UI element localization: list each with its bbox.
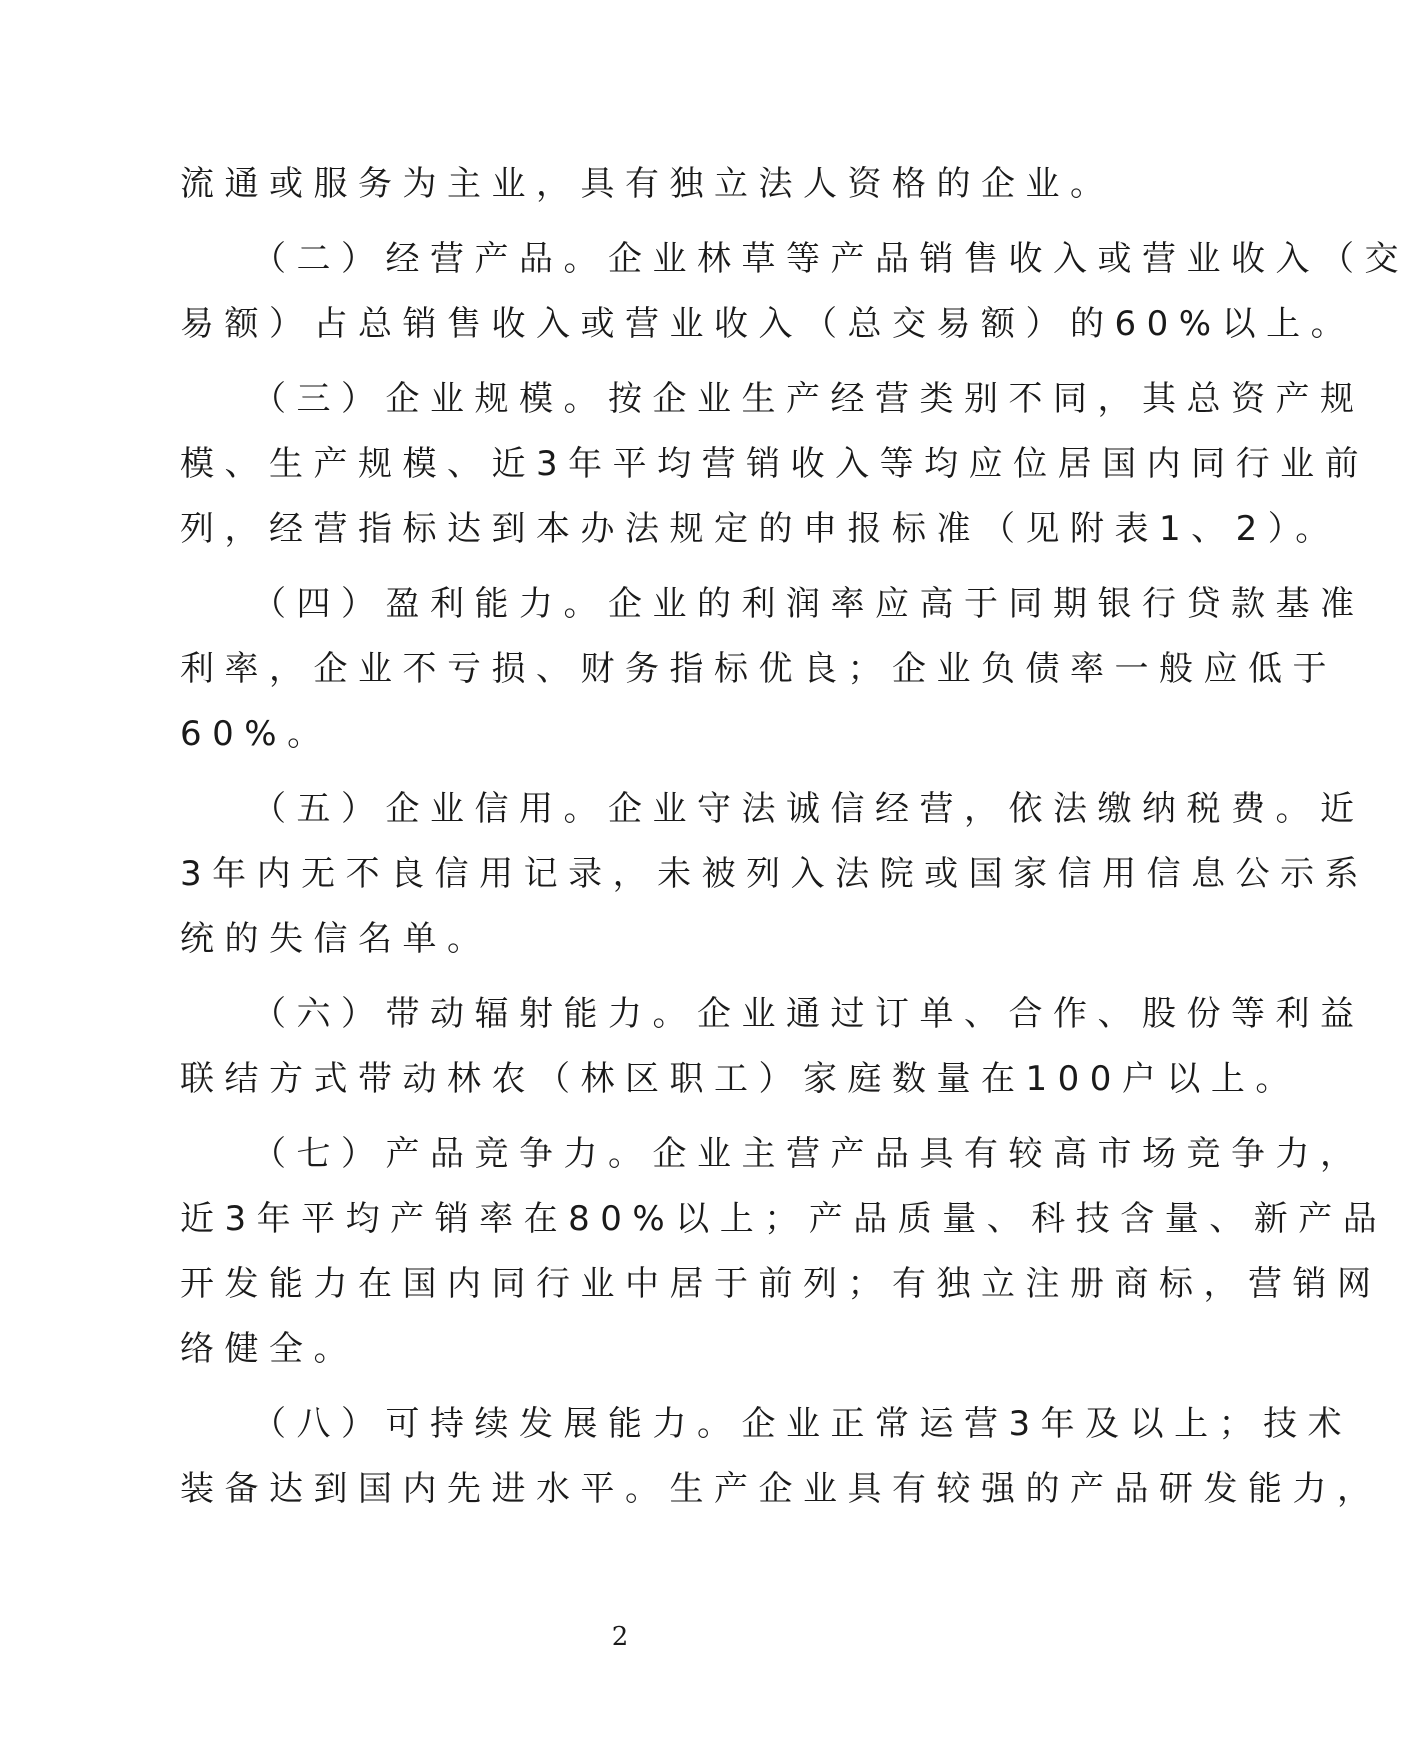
text-line: 流通或服务为主业，具有独立法人资格的企业。 — [180, 164, 1115, 204]
text-line: 络健全。 — [180, 1329, 358, 1369]
text-line: 联结方式带动林农（林区职工）家庭数量在100户以上。 — [180, 1059, 1300, 1099]
text-line: （四）盈利能力。企业的利润率应高于同期银行贷款基准 — [252, 584, 1365, 624]
text-line: 列，经营指标达到本办法规定的申报标准（见附表1、2）。 — [180, 509, 1340, 549]
page-number: 2 — [611, 1622, 629, 1652]
text-line: 近3年平均产销率在80%以上；产品质量、科技含量、新产品 — [180, 1199, 1388, 1239]
text-line: （五）企业信用。企业守法诚信经营，依法缴纳税费。近 — [252, 789, 1365, 829]
text-line: （二）经营产品。企业林草等产品销售收入或营业收入（交 — [252, 239, 1409, 279]
text-line: 统的失信名单。 — [180, 919, 492, 959]
text-line: 开发能力在国内同行业中居于前列；有独立注册商标，营销网 — [180, 1264, 1382, 1304]
text-line: 利率，企业不亏损、财务指标优良；企业负债率一般应低于 — [180, 649, 1337, 689]
text-line: 3年内无不良信用记录，未被列入法院或国家信用信息公示系 — [180, 854, 1370, 894]
text-line: 模、生产规模、近3年平均营销收入等均应位居国内同行业前 — [180, 444, 1370, 484]
document-body — [180, 152, 1409, 1522]
text-line: （三）企业规模。按企业生产经营类别不同，其总资产规 — [252, 379, 1365, 419]
text-line: 60%。 — [180, 714, 332, 754]
text-line: 易额）占总销售收入或营业收入（总交易额）的60%以上。 — [180, 304, 1356, 344]
text-line: （七）产品竞争力。企业主营产品具有较高市场竞争力， — [252, 1134, 1365, 1174]
text-line: 装备达到国内先进水平。生产企业具有较强的产品研发能力， — [180, 1469, 1382, 1509]
text-line: （八）可持续发展能力。企业正常运营3年及以上；技术 — [252, 1404, 1353, 1444]
text-line: （六）带动辐射能力。企业通过订单、合作、股份等利益 — [252, 994, 1365, 1034]
